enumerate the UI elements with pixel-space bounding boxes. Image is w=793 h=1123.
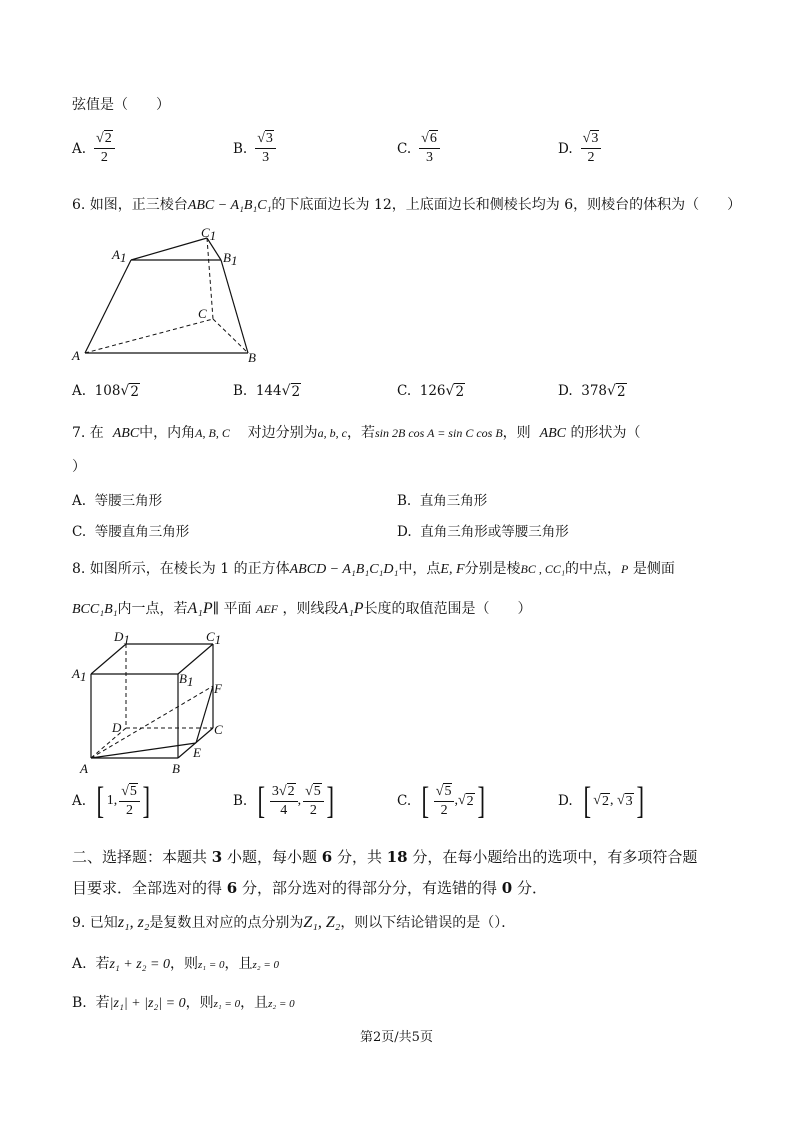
q6-stem: 6. 如图，正三棱台ABC − A₁B₁C₁的下底面边长为 12，上底面边长和侧棱长均为 6，则棱台的体积为（ ）	[72, 197, 742, 213]
frustum-figure	[70, 222, 270, 370]
label-a: A	[80, 761, 88, 776]
option-letter: D.	[558, 140, 573, 157]
interval: [ $\frac{√5}{2}$ , √ 2 ]	[421, 780, 485, 822]
page-footer: 第2页/共5页	[360, 1030, 433, 1045]
label-b: B	[248, 350, 256, 365]
section2-line2: 目要求．全部选对的得 6 分，部分选对的得部分分，有选错的得 0 分．	[72, 879, 547, 897]
q7-option-c[interactable]: C. 等腰直角三角形	[72, 524, 190, 540]
label-a1: A1	[72, 666, 87, 684]
fraction: $\frac{√2}{2}$	[94, 130, 115, 167]
q6-option-d[interactable]: D. 378 √ 2	[558, 383, 626, 400]
section2-line1: 二、选择题：本题共 3 小题，每小题 6 分，共 18 分，在每小题给出的选项中，有多项符合题	[72, 848, 698, 866]
label-c: C	[198, 306, 207, 321]
label-e: E	[193, 745, 201, 760]
q5-option-a[interactable]	[72, 130, 115, 167]
q8-option-d[interactable]: D. [ √ 2 , √ 3 ]	[558, 782, 646, 820]
q5-option-b[interactable]	[233, 130, 276, 167]
q8-option-b[interactable]: B. [ $\frac{3√2}{4}$ , $\frac{√5}{2}$ ]	[233, 782, 336, 820]
label-c1: C1	[206, 629, 222, 647]
q8-option-a[interactable]: A. [ 1 , $\frac{√5}{2}$ ]	[72, 782, 153, 820]
q8-stem-line2: BCC₁B₁内一点，若A₁P∥ 平面 AEF ，则线段A₁P长度的取值范围是（ ）	[72, 600, 532, 617]
q8-option-c[interactable]: C. [ $\frac{√5}{2}$ , √ 2 ]	[397, 782, 487, 820]
q7-option-b[interactable]: B. 直角三角形	[397, 493, 488, 509]
label-b1: B1	[223, 250, 238, 268]
q9-option-b[interactable]: B. 若|z₁| + |z₂| = 0，则z₁ = 0，且z₂ = 0	[72, 995, 295, 1011]
q5-tail: 弦值是（ ）	[72, 97, 170, 113]
option-letter: C.	[397, 140, 412, 157]
solid-name: ABC − A₁B₁C₁	[187, 198, 272, 213]
option-letter: A.	[72, 140, 87, 157]
label-b1: B1	[179, 671, 194, 689]
label-d: D	[112, 720, 122, 735]
q9-stem: 9. 已知z₁, z₂是复数且对应的点分别为Z₁, Z₂，则以下结论错误的是（）．	[72, 914, 516, 931]
q6-option-a[interactable]: A. 108 √ 2	[72, 383, 139, 400]
label-b: B	[172, 761, 180, 776]
fraction: $\frac{√3}{2}$	[581, 130, 602, 167]
q9-option-a[interactable]: A. 若z₁ + z₂ = 0，则z₁ = 0，且z₂ = 0	[72, 956, 280, 972]
option-letter: B.	[233, 140, 248, 157]
q6-option-c[interactable]: C. 126 √ 2	[397, 383, 465, 400]
label-a1: A1	[112, 247, 127, 265]
interval: [ √ 2 , √ 3 ]	[583, 780, 644, 822]
q7-stem: 7. 在 ABC中，内角A, B, C 对边分别为a, b, c，若sin 2B cos A = sin C cos B，则 ABC 的形状为（	[72, 425, 641, 441]
q5-option-d[interactable]	[558, 130, 601, 167]
q5-option-c[interactable]	[397, 130, 440, 167]
label-f: F	[214, 681, 222, 696]
interval: [ $\frac{3√2}{4}$ , $\frac{√5}{2}$ ]	[257, 780, 334, 822]
q8-stem-line1: 8. 如图所示，在棱长为 1 的正方体ABCD − A₁B₁C₁D₁中，点E, F分别是棱BC , CC₁的中点，P 是侧面	[72, 561, 675, 577]
fraction: $\frac{√6}{3}$	[419, 130, 440, 167]
cube-figure	[68, 626, 243, 778]
q7-option-a[interactable]: A. 等腰三角形	[72, 493, 163, 509]
label-d1: D1	[114, 629, 130, 647]
label-c: C	[214, 722, 223, 737]
q6-option-b[interactable]: B. 144 √ 2	[233, 383, 301, 400]
fraction: $\frac{√3}{3}$	[255, 130, 276, 167]
q7-option-d[interactable]: D. 直角三角形或等腰三角形	[397, 524, 569, 540]
interval: [ 1 , $\frac{√5}{2}$ ]	[96, 780, 151, 822]
label-a: A	[72, 348, 80, 363]
q7-stem-close: ）	[72, 459, 86, 475]
label-c1: C1	[201, 225, 217, 243]
